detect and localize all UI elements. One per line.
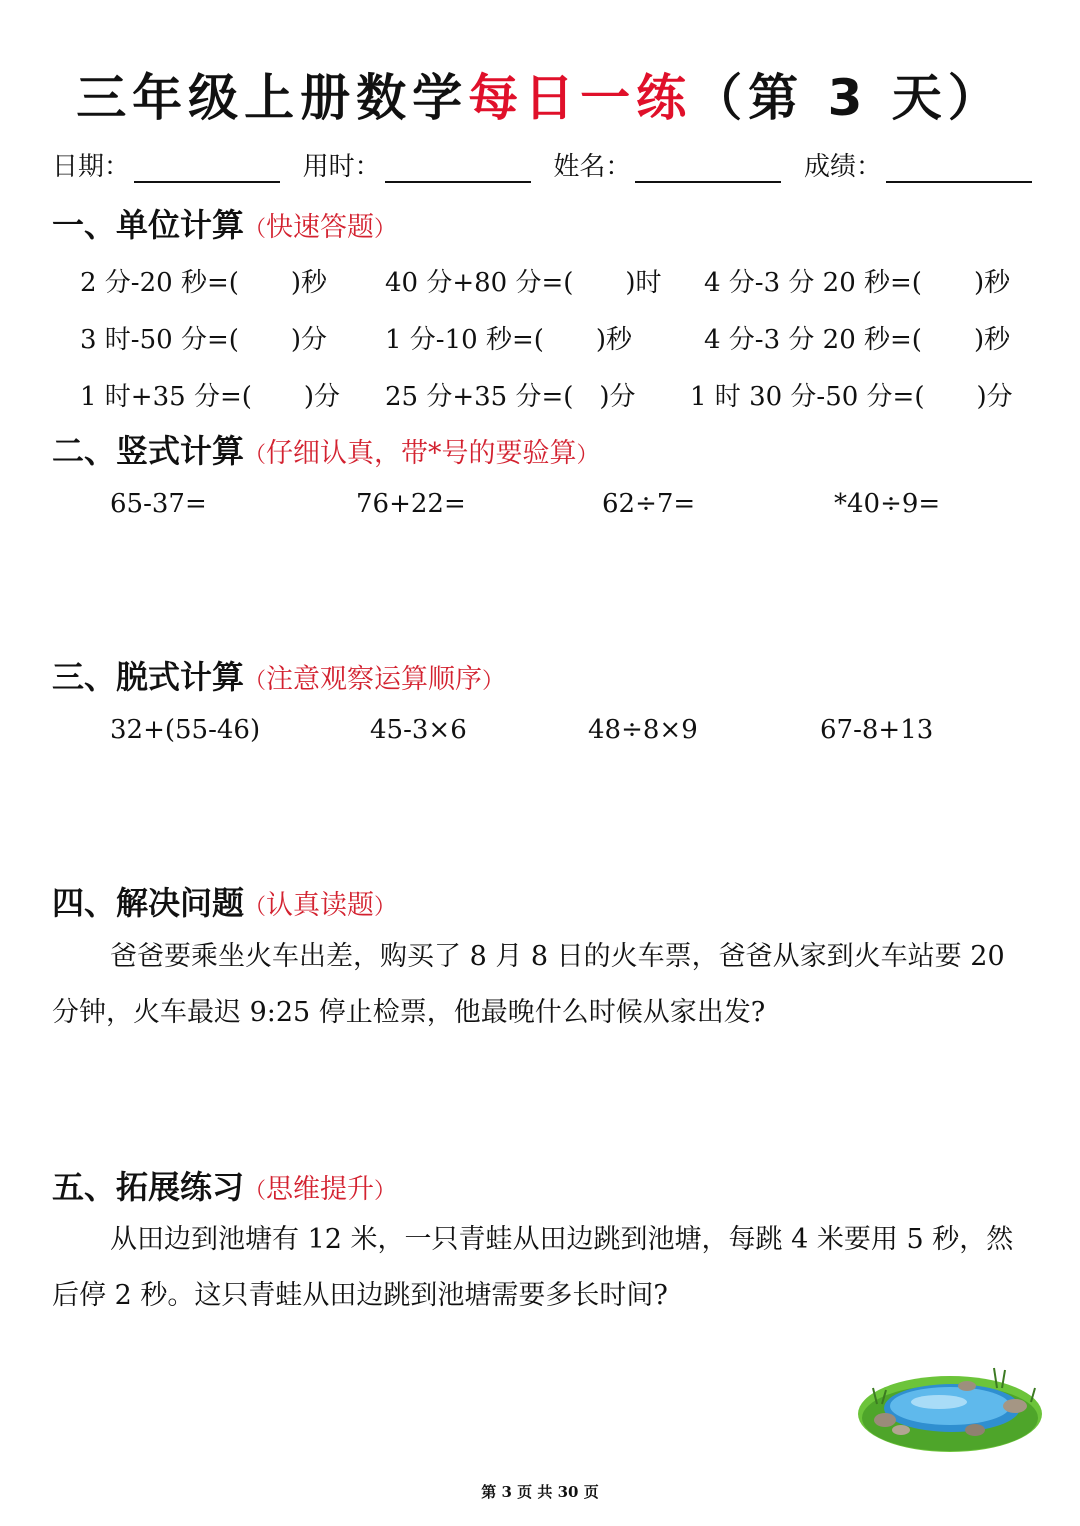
section-2-hint: 仔细认真，带*号的要验算 [266,438,577,469]
title-black: 三年级上册数学 [76,69,469,127]
pond-illustration [855,1362,1045,1458]
section-4-heading [52,878,396,924]
page-number: 第 3 页 共 30 页 [481,1483,599,1501]
info-score-label: 成绩： [803,152,882,182]
section-1-hint: 快速答题 [266,212,375,243]
title-tail: （第 3 天） [692,69,1004,127]
info-time-label: 用时： [302,152,381,182]
section-1-heading [52,200,396,246]
problem-4-body: 爸爸要乘坐火车出差，购买了 8 月 8 日的火车票，爸爸从家到火车站要 20 分钟，火车最迟 9:25 停止检票，他最晚什么时候从家出发? [52,941,1005,1028]
info-date-label: 日期： [52,152,131,182]
title-red: 每日一练 [468,69,693,127]
unit-calc-item: 1 分-10 秒=( )秒 [385,325,633,355]
unit-calc-item: 1 时 30 分-50 分=( )分 [690,382,1013,412]
info-name [553,146,781,183]
name-blank[interactable] [635,153,781,183]
info-name-label: 姓名： [553,152,632,182]
section-3-title: 三、脱式计算 [52,658,245,696]
info-score [804,146,1032,183]
vertical-calc-item: 76+22= [356,489,466,519]
step-calc-item: 32+(55-46) [110,715,261,745]
info-time [303,146,531,183]
info-date [52,146,280,183]
score-blank[interactable] [886,153,1032,183]
section-1-title: 一、单位计算 [52,206,245,244]
section-4-hint-wrap: （认真读题） [244,890,397,921]
unit-calc-item: 1 时+35 分=( )分 [80,382,341,412]
section-1-hint-wrap: （快速答题） [244,212,397,243]
problem-4-text [52,929,1032,1041]
vertical-calc-item: 65-37= [110,489,207,519]
page-title [0,58,1080,130]
section-5-title: 五、拓展练习 [52,1168,245,1206]
unit-calc-item: 4 分-3 分 20 秒=( )秒 [704,325,1011,355]
date-blank[interactable] [134,153,280,183]
step-calc-item: 67-8+13 [820,715,934,745]
section-2-title: 二、竖式计算 [52,432,245,470]
section-3-hint: 注意观察运算顺序 [266,664,483,695]
section-3-hint-wrap: （注意观察运算顺序） [244,664,505,695]
unit-calc-item: 3 时-50 分=( )分 [80,325,328,355]
unit-calc-item: 2 分-20 秒=( )秒 [80,268,328,298]
unit-calc-item: 40 分+80 分=( )时 [385,268,662,298]
section-5-hint-wrap: （思维提升） [244,1174,397,1205]
section-5-hint: 思维提升 [266,1174,375,1205]
section-4-title: 四、解决问题 [52,884,245,922]
problem-5-body: 从田边到池塘有 12 米，一只青蛙从田边跳到池塘，每跳 4 米要用 5 秒，然后停 2 秒。这只青蛙从田边跳到池塘需要多长时间? [52,1224,1014,1311]
section-4-hint: 认真读题 [266,890,375,921]
step-calc-item: 48÷8×9 [588,715,698,745]
info-line [52,146,1032,183]
time-blank[interactable] [385,153,531,183]
unit-calc-item: 25 分+35 分=( )分 [385,382,636,412]
section-5-heading [52,1162,396,1208]
unit-calc-item: 4 分-3 分 20 秒=( )秒 [704,268,1011,298]
section-2-heading [52,426,599,472]
vertical-calc-item: *40÷9= [834,489,941,519]
section-2-hint-wrap: （仔细认真，带*号的要验算） [244,438,599,469]
problem-5-text [52,1212,1032,1324]
step-calc-item: 45-3×6 [370,715,467,745]
vertical-calc-item: 62÷7= [602,489,696,519]
section-3-heading [52,652,504,698]
